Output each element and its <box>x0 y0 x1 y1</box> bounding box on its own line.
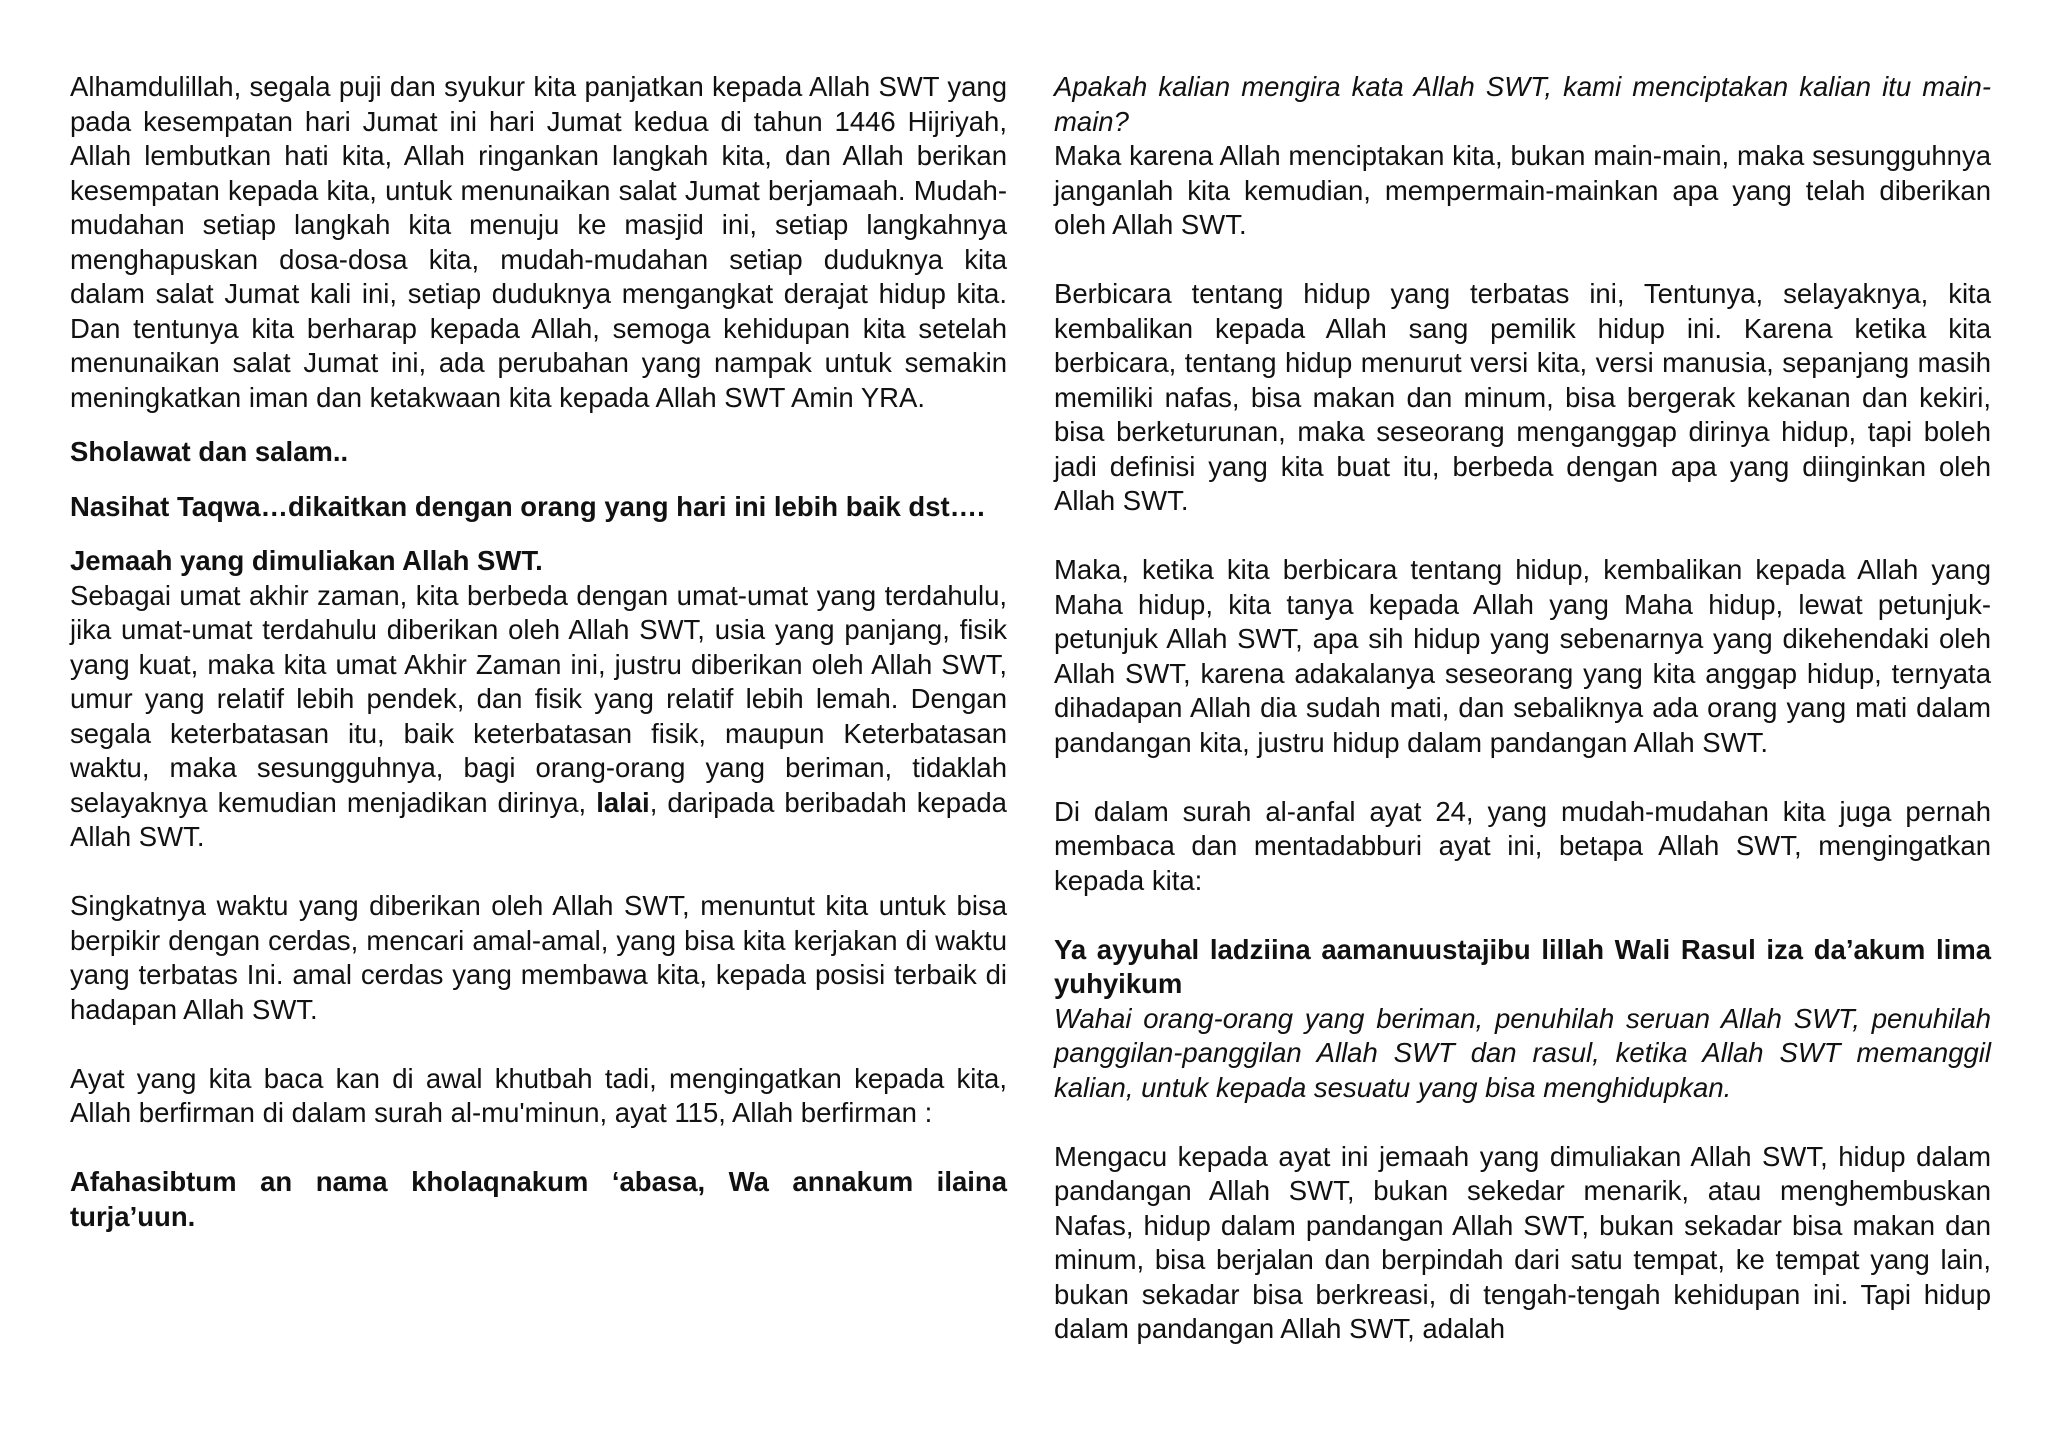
verse-translation-al-muminun: Apakah kalian mengira kata Allah SWT, kami menciptakan kalian itu main-main? <box>1054 71 1991 137</box>
right-column <box>1054 70 1991 1347</box>
emphasis-lalai: lalai <box>596 786 650 818</box>
paragraph-maha-hidup: Maka, ketika kita berbicara tentang hidup, kembalikan kepada Allah yang Maha hidup, kita tanya kepada Allah yang Maha hidup, lewat petunjuk-petunjuk Allah SWT, apa sih hidup yang sebenarnya yang dikehendaki oleh Allah SWT, karena adakalanya seseorang yang kita anggap hidup, ternyata dihadapan Allah dia sudah mati, dan sebaliknya ada orang yang mati dalam pandangan kita, justru hidup dalam pandangan Allah SWT. <box>1054 554 1991 758</box>
paragraph-al-anfal: Di dalam surah al-anfal ayat 24, yang mudah-mudahan kita juga pernah membaca dan mentadabburi ayat ini, betapa Allah SWT, mengingatkan kepada kita: <box>1054 795 1991 896</box>
verse-al-muminun-115: Afahasibtum an nama kholaqnakum ‘abasa, Wa annakum ilaina turja’uun. <box>70 1166 1007 1232</box>
opening-paragraph: Alhamdulillah, segala puji dan syukur kita panjatkan kepada Allah SWT yang pada kesempatan hari Jumat ini hari Jumat kedua di tahun 1446 Hijriyah, Allah lembutkan hati kita, Allah ringankan langkah kita, dan Allah berikan kesempatan kepada kita, untuk menunaikan salat Jumat berjamaah. Mudah-mudahan setiap langkah kita menuju ke masjid ini, setiap langkahnya menghapuskan dosa-dosa kita, mudah-mudahan setiap duduknya kita dalam salat Jumat kali ini, setiap duduknya mengangkat derajat hidup kita. Dan tentunya kita berharap kepada Allah, semoga kehidupan kita setelah menunaikan salat Jumat ini, ada perubahan yang nampak untuk semakin meningkatkan iman dan ketakwaan kita kepada Allah SWT Amin YRA. <box>70 71 1007 413</box>
paragraph-ayat-awal-khutbah: Ayat yang kita baca kan di awal khutbah tadi, mengingatkan kepada kita, Allah berfirman di dalam surah al-mu'minun, ayat 115, Allah berfirman : <box>70 1062 1007 1128</box>
paragraph-umat-akhir-zaman-end: , daripada beribadah kepada Allah SWT. <box>70 786 1007 852</box>
left-column <box>70 70 1007 1234</box>
heading-nasihat-taqwa: Nasihat Taqwa…dikaitkan dengan orang yang hari ini lebih baik dst…. <box>70 490 985 522</box>
paragraph-singkatnya-waktu: Singkatnya waktu yang diberikan oleh Allah SWT, menuntut kita untuk bisa berpikir dengan cerdas, mencari amal-amal, yang bisa kita kerjakan di waktu yang terbatas Ini. amal cerdas yang membawa kita, kepada posisi terbaik di hadapan Allah SWT. <box>70 890 1007 1025</box>
verse-translation-al-anfal: Wahai orang-orang yang beriman, penuhilah seruan Allah SWT, penuhilah panggilan-panggilan Allah SWT dan rasul, ketika Allah SWT memanggil kalian, untuk kepada sesuatu yang bisa menghidupkan. <box>1054 1002 1991 1103</box>
verse-al-anfal-24: Ya ayyuhal ladziina aamanuustajibu lillah Wali Rasul iza da’akum lima yuhyikum <box>1054 933 1991 999</box>
paragraph-mengacu-ayat: Mengacu kepada ayat ini jemaah yang dimuliakan Allah SWT, hidup dalam pandangan Allah SWT, bukan sekedar menarik, atau menghembuskan Nafas, hidup dalam pandangan Allah SWT, bukan sekadar bisa makan dan minum, bisa berjalan dan berpindah dari satu tempat, ke tempat yang lain, bukan sekadar bisa berkreasi, di tengah-tengah kehidupan ini. Tapi hidup dalam pandangan Allah SWT, adalah <box>1054 1140 1991 1344</box>
heading-jemaah: Jemaah yang dimuliakan Allah SWT. <box>70 545 543 576</box>
paragraph-umat-akhir-zaman <box>70 579 1007 855</box>
heading-sholawat: Sholawat dan salam.. <box>70 436 349 467</box>
paragraph-umat-akhir-zaman-text: Sebagai umat akhir zaman, kita berbeda dengan umat-umat yang terdahulu, jika umat-umat terdahulu diberikan oleh Allah SWT, usia yang panjang, fisik yang kuat, maka kita umat Akhir Zaman ini, justru diberikan oleh Allah SWT, umur yang relatif lebih pendek, dan fisik yang relatif lebih lemah. Dengan segala keterbatasan itu, baik keterbatasan fisik, maupun Keterbatasan waktu, maka sesungguhnya, bagi orang-orang yang beriman, tidaklah selayaknya kemudian menjadikan dirinya, <box>70 579 1007 818</box>
paragraph-hidup-terbatas: Berbicara tentang hidup yang terbatas ini, Tentunya, selayaknya, kita kembalikan kepada Allah sang pemilik hidup ini. Karena ketika kita berbicara, tentang hidup menurut versi kita, versi manusia, sepanjang masih memiliki nafas, bisa makan dan minum, bisa bergerak kekanan dan kekiri, bisa berketurunan, maka seseorang menganggap dirinya hidup, tapi boleh jadi definisi yang kita buat itu, berbeda dengan apa yang diinginkan oleh Allah SWT. <box>1054 278 1991 516</box>
paragraph-bukan-main-main: Maka karena Allah menciptakan kita, bukan main-main, maka sesungguhnya janganlah kita kemudian, mempermain-mainkan apa yang telah diberikan oleh Allah SWT. <box>1054 140 1991 240</box>
